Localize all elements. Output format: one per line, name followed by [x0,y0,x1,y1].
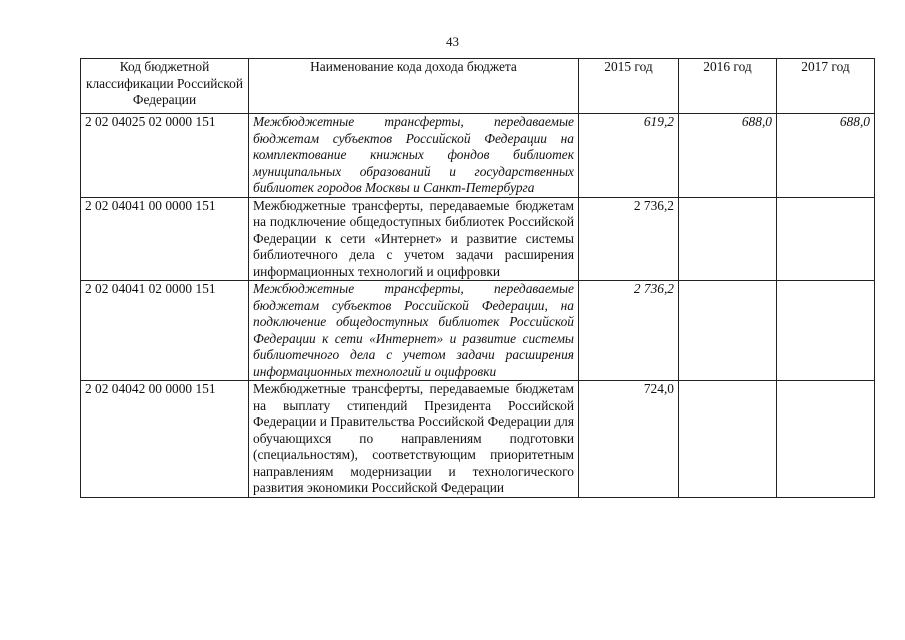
row-name: Межбюджетные трансферты, передаваемые бюджетам субъектов Российской Федерации, на подключение общедоступных библиотек Российской Федерации к сети «Интернет» и развитие системы библиотечного дела с учетом задачи расширения информационных технологий и оцифровки [249,281,579,381]
table-row [81,197,875,281]
row-value-2015: 2 736,2 [579,197,679,281]
row-value-2016: 688,0 [679,114,777,198]
row-value-2017 [777,381,875,498]
row-value-2016 [679,281,777,381]
budget-revenue-table [80,58,875,498]
header-2016: 2016 год [679,59,777,114]
row-value-2016 [679,381,777,498]
row-name: Межбюджетные трансферты, передаваемые бюджетам на подключение общедоступных библиотек Российской Федерации к сети «Интернет» и развитие системы библиотечного дела с учетом задачи расширения информационных технологий и оцифровки [249,197,579,281]
row-code: 2 02 04041 02 0000 151 [81,281,249,381]
row-value-2015: 724,0 [579,381,679,498]
table-row [81,114,875,198]
row-code: 2 02 04025 02 0000 151 [81,114,249,198]
table-row [81,281,875,381]
row-name: Межбюджетные трансферты, передаваемые бюджетам субъектов Российской Федерации на комплектование книжных фондов библиотек муниципальных образований и государственных библиотек городов Москвы и Санкт-Петербурга [249,114,579,198]
header-2017: 2017 год [777,59,875,114]
header-2015: 2015 год [579,59,679,114]
row-code: 2 02 04042 00 0000 151 [81,381,249,498]
row-value-2016 [679,197,777,281]
row-name: Межбюджетные трансферты, передаваемые бюджетам на выплату стипендий Президента Российской Федерации и Правительства Российской Федерации для обучающихся по направлениям подготовки (специальностям), соответствующим приоритетным направлениям модернизации и технологического развития экономики Российской Федерации [249,381,579,498]
page-number: 43 [446,34,459,49]
row-value-2015: 619,2 [579,114,679,198]
row-code: 2 02 04041 00 0000 151 [81,197,249,281]
table-header-row [81,59,875,114]
row-value-2017: 688,0 [777,114,875,198]
row-value-2017 [777,281,875,381]
header-code: Код бюджетной классификации Российской Федерации [81,59,249,114]
row-value-2017 [777,197,875,281]
row-value-2015: 2 736,2 [579,281,679,381]
header-name: Наименование кода дохода бюджета [249,59,579,114]
table-row [81,381,875,498]
